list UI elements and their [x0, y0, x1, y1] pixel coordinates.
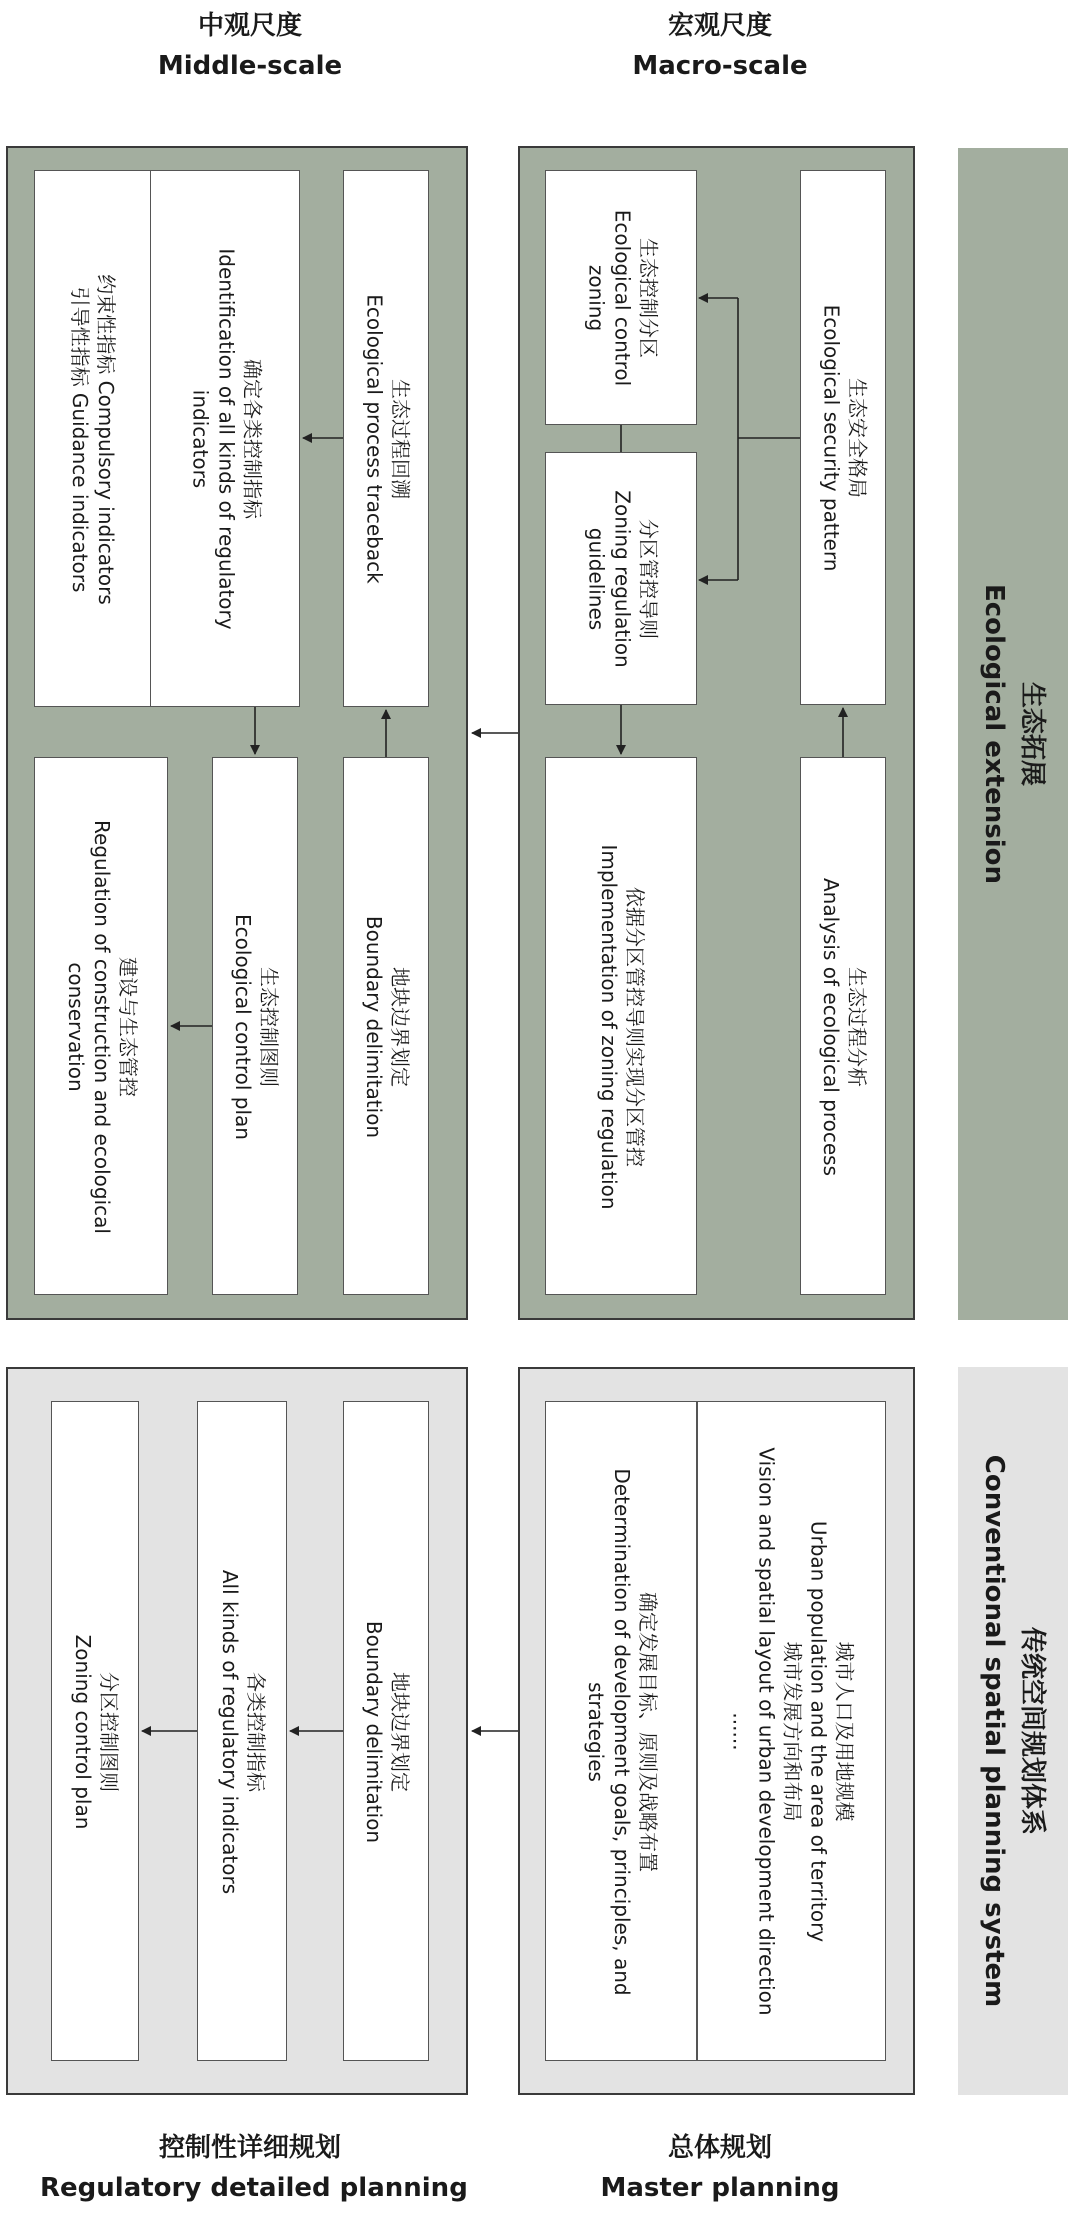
regulatory-boundary-box: 地块边界划定 Boundary delimitation: [343, 1401, 429, 2061]
header-middle-scale-cn: 中观尺度: [197, 11, 302, 41]
header-middle-scale-en: Middle-scale: [157, 51, 343, 81]
zoning-guidelines-box: 分区管控导则 Zoning regulation guidelines: [545, 452, 697, 705]
analysis-process-box: 生态过程分析 Analysis of ecological process: [800, 757, 886, 1295]
population-direction-box: 城市人口及用地规模 Urban population and the area of territory 城市发展方向和布局 Vision and spatial layout of urban development direction ......: [697, 1401, 886, 2061]
header-macro-scale-en: Macro-scale: [632, 51, 808, 81]
indicators-box: 约束性指标 Compulsory indicators 引导性指标 Guidance indicators: [34, 170, 151, 707]
traceback-box: 生态过程回溯 Ecological process traceback: [343, 170, 429, 707]
identification-box: 确定各类控制指标 Identification of all kinds of regulatory indicators: [150, 170, 300, 707]
header-regulatory-en: Regulatory detailed planning: [40, 2173, 468, 2203]
conventional-planning-label: 传统空间规划体系 Conventional spatial planning system: [979, 1454, 1047, 2008]
header-regulatory-cn: 控制性详细规划: [158, 2133, 341, 2163]
boundary-delimitation-box: 地块边界划定 Boundary delimitation: [343, 757, 429, 1295]
construction-regulation-box: 建设与生态管控 Regulation of construction and ecological conservation: [34, 757, 168, 1295]
zoning-control-plan-box: 分区控制图则 Zoning control plan: [51, 1401, 139, 2061]
header-macro-scale-cn: 宏观尺度: [667, 11, 772, 41]
header-master-en: Master planning: [600, 2173, 840, 2203]
regulatory-indicators-box: 各类控制指标 All kinds of regulatory indicators: [197, 1401, 287, 2061]
ecological-extension-label: 生态拓展 Ecological extension: [979, 584, 1047, 884]
header-master-cn: 总体规划: [667, 2133, 772, 2163]
implementation-box: 依据分区管控导则实现分区管控 Implementation of zoning regulation: [545, 757, 697, 1295]
control-zoning-box: 生态控制分区 Ecological control zoning: [545, 170, 697, 425]
security-pattern-box: 生态安全格局 Ecological security pattern: [800, 170, 886, 705]
development-goals-box: 确定发展目标、原则及战略布置 Determination of development goals, principles, and strategies: [545, 1401, 697, 2061]
ecological-control-plan-box: 生态控制图则 Ecological control plan: [212, 757, 298, 1295]
